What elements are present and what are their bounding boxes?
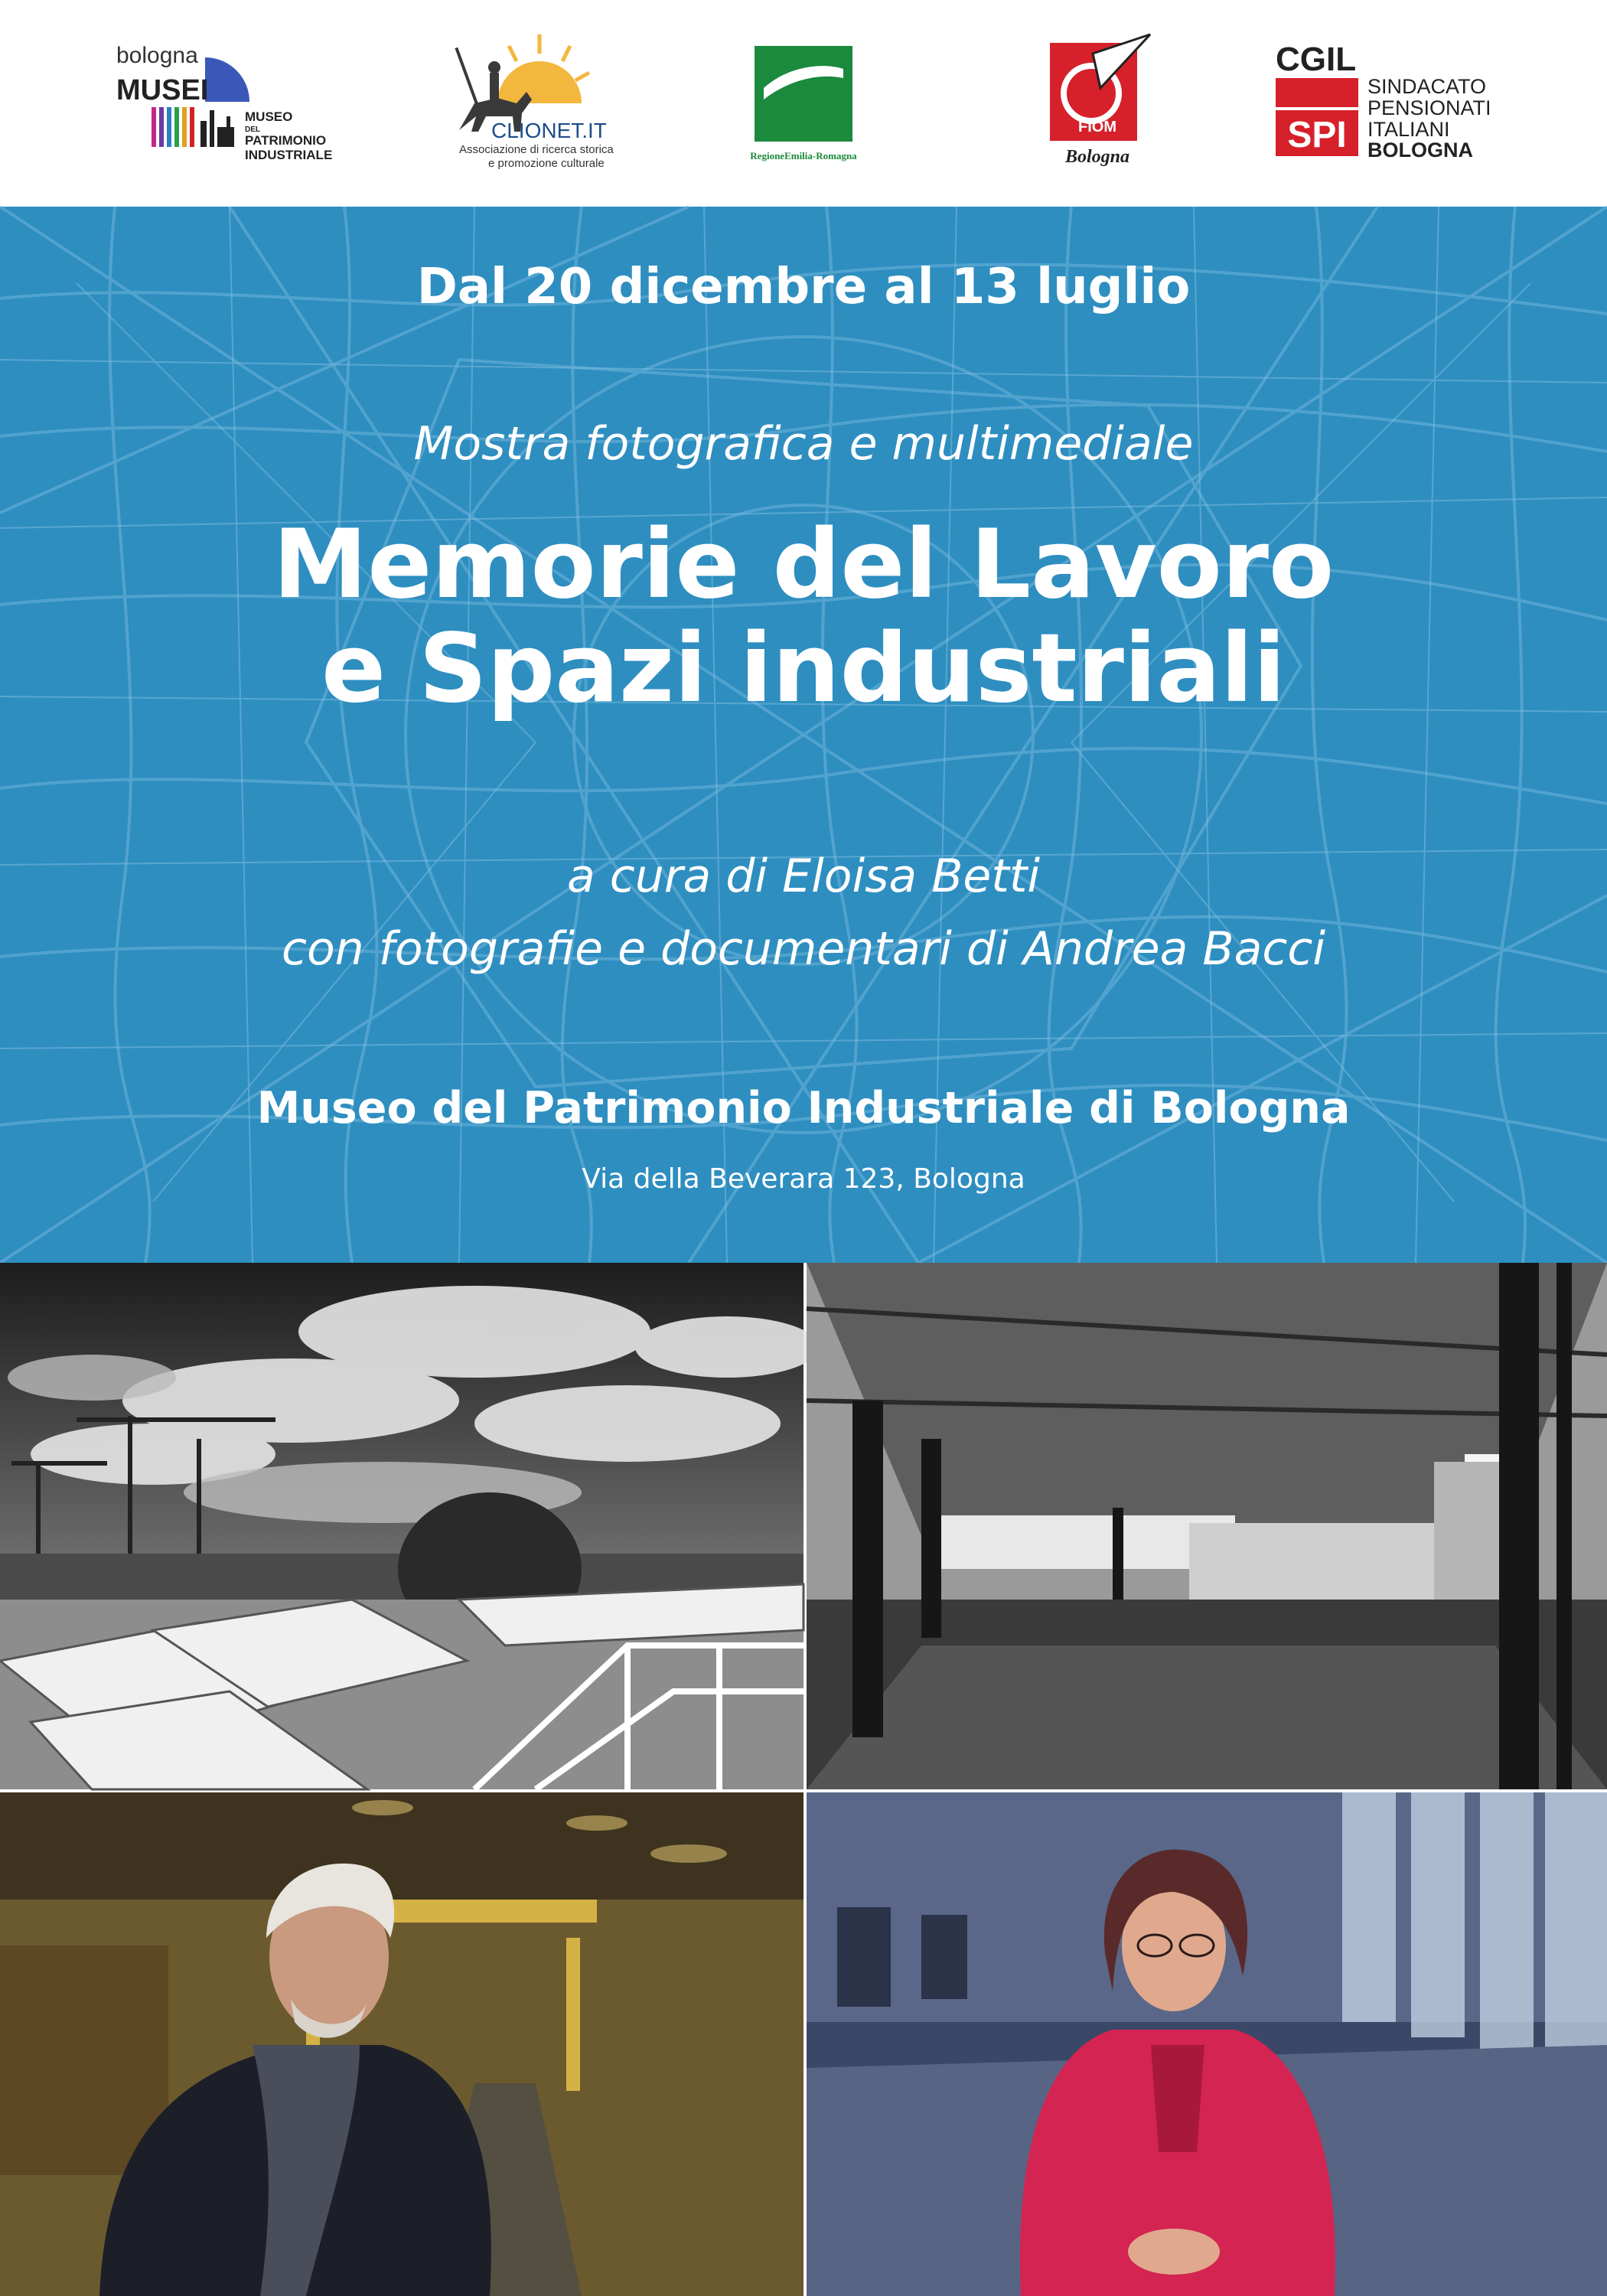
regione-name: RegioneEmilia-Romagna <box>750 150 857 161</box>
musei-bologna-logo <box>115 31 352 176</box>
musei-logo-del: DEL <box>245 126 260 134</box>
fiom-bologna-logo <box>1047 31 1154 176</box>
musei-logo-word: MUSEI <box>116 74 209 106</box>
venue-address: Via della Beverara 123, Bologna <box>582 1163 1025 1195</box>
title-line-1: Memorie del Lavoro <box>272 510 1335 620</box>
musei-logo-industriale: INDUSTRIALE <box>245 148 333 162</box>
musei-logo-city: bologna <box>116 43 198 68</box>
exhibition-subtitle: Mostra fotografica e multimediale <box>413 417 1194 471</box>
photo-credit: con fotografie e documentari di Andrea Bacci <box>281 922 1325 976</box>
exhibition-dates: Dal 20 dicembre al 13 luglio <box>416 259 1191 315</box>
clionet-logo <box>444 31 614 176</box>
sun-icon <box>497 61 582 103</box>
venue-name: Museo del Patrimonio Industriale di Bologna <box>256 1083 1351 1133</box>
event-info-band <box>0 207 1607 1263</box>
photo-industrial-rooftops <box>0 1263 804 1789</box>
musei-color-bars-icon <box>152 107 194 147</box>
photo-interview-man <box>0 1792 804 2296</box>
clionet-tagline-1: Associazione di ricerca storica <box>459 143 614 156</box>
cgil-line-pensionati: PENSIONATI <box>1367 96 1491 119</box>
spi-box-divider <box>1276 107 1358 110</box>
title-line-2: e Spazi industriali <box>321 614 1286 725</box>
musei-logo-patrimonio: PATRIMONIO <box>245 133 327 148</box>
spi-wordmark: SPI <box>1287 115 1347 155</box>
musei-half-circle-shape <box>205 57 249 102</box>
cgil-line-bologna: BOLOGNA <box>1367 139 1473 161</box>
factory-skyline-icon <box>200 110 234 147</box>
cgil-line-italiani: ITALIANI <box>1367 118 1450 141</box>
musei-logo-museo: MUSEO <box>245 109 293 124</box>
cgil-wordmark: CGIL <box>1276 41 1357 78</box>
curator-credit: a cura di Eloisa Betti <box>566 850 1041 903</box>
fiom-city: Bologna <box>1064 147 1130 167</box>
sponsor-logos <box>0 0 1607 207</box>
exhibition-title <box>0 510 1607 725</box>
regione-emilia-romagna-logo <box>750 31 857 176</box>
clionet-name: CLIONET.IT <box>491 119 607 142</box>
fiom-name: FIOM <box>1078 119 1116 135</box>
cgil-line-sindacato: SINDACATO <box>1367 75 1487 98</box>
clionet-tagline-2: e promozione culturale <box>488 157 605 170</box>
photo-interview-woman <box>807 1792 1607 2296</box>
photo-empty-factory-hall <box>807 1263 1607 1789</box>
cgil-spi-logo <box>1274 31 1504 176</box>
photo-grid <box>0 1263 1607 2296</box>
